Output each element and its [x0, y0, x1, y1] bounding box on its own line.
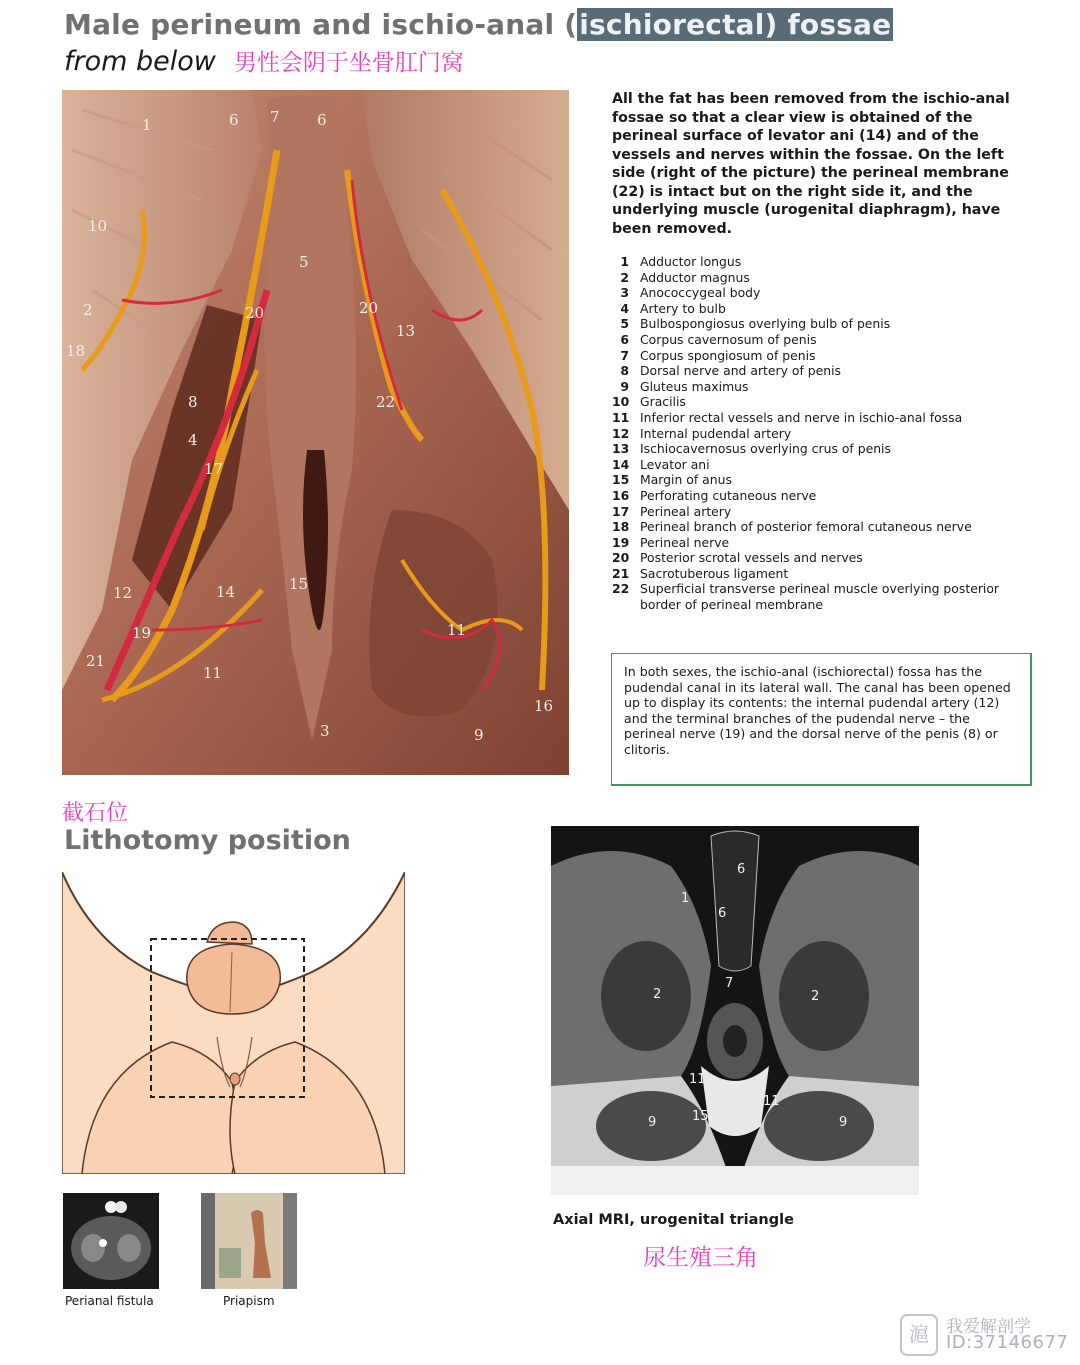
dissection-label: 19: [132, 624, 152, 642]
mri-drawing: [551, 826, 919, 1195]
mri-label: 6: [718, 906, 727, 921]
legend-item: [612, 316, 1032, 332]
legend-number: 5: [620, 316, 629, 332]
legend-item: [612, 394, 1032, 410]
dissection-label: 7: [270, 108, 280, 126]
mri-image: [551, 826, 919, 1195]
legend-item: [612, 504, 1032, 520]
dissection-label: 11: [203, 664, 223, 682]
legend-item: [612, 410, 1032, 426]
legend-item: [612, 254, 1032, 270]
mri-label: 11: [689, 1072, 706, 1087]
legend-list: [612, 254, 1032, 613]
legend-number: 3: [620, 285, 629, 301]
intro-paragraph: All the fat has been removed from the ischio-anal fossae so that a clear view is obtained of the perineal surface of levator ani (14) and of the vessels and nerves within the fossae. On the left side (right of the picture) the perineal membrane (22) is intact but on the right side it, and the underlying muscle (urogenital diaphragm), have been removed.: [612, 91, 1010, 237]
dissection-label: 1: [142, 116, 152, 134]
legend-item: [612, 348, 1032, 364]
legend-item: [612, 488, 1032, 504]
dissection-label: 12: [113, 584, 133, 602]
legend-number: 6: [620, 331, 629, 347]
thumbnail-caption: Priapism: [223, 1294, 275, 1308]
dissection-image: [62, 90, 569, 775]
page-title: [64, 8, 893, 41]
legend-number: 1: [620, 254, 629, 269]
dissection-label: 13: [396, 322, 416, 340]
legend-text: Adductor magnus: [640, 269, 750, 285]
dissection-label: 17: [204, 460, 224, 478]
legend-number: 16: [612, 487, 630, 503]
legend-text: Corpus spongiosum of penis: [640, 347, 816, 363]
legend-number: 2: [620, 269, 629, 285]
watermark-id: ID:37146677: [946, 1332, 1069, 1353]
legend-number: 19: [612, 534, 630, 550]
legend-text: Gluteus maximus: [640, 378, 749, 394]
legend-text: Artery to bulb: [640, 300, 726, 316]
dissection-label: 15: [289, 575, 309, 593]
legend-text: Ischiocavernosus overlying crus of penis: [640, 441, 891, 457]
thumbnail-caption: Perianal fistula: [65, 1294, 154, 1308]
legend-item: [612, 332, 1032, 348]
page-title-prefix: Male perineum and ischio-anal (: [64, 8, 578, 41]
legend-number: 21: [612, 565, 630, 581]
page-subtitle: [64, 44, 464, 77]
page-title-highlight: ischiorectal) fossae: [579, 8, 892, 41]
mri-label: 9: [648, 1115, 657, 1130]
dissection-label: 22: [376, 393, 396, 411]
legend-item: [612, 535, 1032, 551]
legend-item: [612, 550, 1032, 566]
mri-label: 2: [811, 989, 820, 1004]
dissection-label: 10: [88, 217, 108, 235]
dissection-label: 6: [317, 111, 327, 129]
legend-text: Corpus cavernosum of penis: [640, 331, 817, 347]
legend-text: Internal pudendal artery: [640, 425, 792, 441]
legend-item: [612, 379, 1032, 395]
legend-text: Sacrotuberous ligament: [640, 565, 789, 581]
mri-label: 11: [763, 1094, 780, 1109]
dissection-label: 14: [216, 583, 236, 601]
legend-item: [612, 566, 1032, 582]
lithotomy-illustration: [62, 872, 405, 1174]
priapism-thumbnail[interactable]: [201, 1193, 297, 1289]
legend-text: Superficial transverse perineal muscle overlying posterior border of perineal membrane: [640, 581, 1000, 613]
legend-text: Perforating cutaneous nerve: [640, 487, 817, 503]
legend-text: Margin of anus: [640, 472, 732, 488]
legend-number: 8: [620, 363, 629, 379]
mri-label: 7: [725, 976, 734, 991]
dissection-label: 9: [474, 726, 484, 744]
lithotomy-title: Lithotomy position: [64, 825, 351, 856]
note-box: In both sexes, the ischio-anal (ischiorectal) fossa has the pudendal canal in its lateral wall. The canal has been opened up to display its contents: the internal pudendal artery (12) and the terminal branches of the pudendal nerve – the perineal nerve (19) and the dorsal nerve of the penis (8) or clitoris.: [611, 653, 1032, 786]
dissection-label: 21: [86, 652, 106, 670]
perianal-fistula-thumbnail[interactable]: [63, 1193, 159, 1289]
legend-number: 10: [612, 394, 630, 410]
fresco-image: [201, 1193, 297, 1289]
page-subtitle-en: from below: [64, 46, 216, 77]
dissection-label: 2: [83, 301, 93, 319]
ct-scan-image: [63, 1193, 159, 1289]
legend-text: Dorsal nerve and artery of penis: [640, 363, 842, 379]
legend-item: [612, 457, 1032, 473]
legend-item: [612, 285, 1032, 301]
dissection-label: 6: [229, 111, 239, 129]
legend-text: Anococcygeal body: [640, 285, 761, 301]
legend-text: Perineal branch of posterior femoral cutaneous nerve: [640, 519, 972, 535]
legend-number: 11: [612, 409, 630, 425]
dissection-label: 18: [66, 342, 86, 360]
legend-number: 12: [612, 425, 630, 441]
mri-label: 1: [681, 891, 690, 906]
legend-item: [612, 301, 1032, 317]
watermark-logo-icon: 滬: [900, 1314, 938, 1356]
watermark-text: 我爱解剖学: [946, 1317, 1031, 1337]
legend-item: [612, 472, 1032, 488]
mri-label: 6: [737, 862, 746, 877]
legend-number: 7: [620, 347, 629, 363]
dissection-label: 8: [188, 393, 198, 411]
legend-text: Gracilis: [640, 394, 686, 410]
mri-label: 15: [692, 1109, 709, 1124]
mri-caption-cn: 尿生殖三角: [643, 1245, 758, 1271]
mri-caption: Axial MRI, urogenital triangle: [553, 1212, 794, 1228]
lithotomy-title-cn: 截石位: [62, 801, 129, 826]
watermark: [900, 1312, 1080, 1356]
legend-number: 22: [612, 581, 630, 597]
legend-item: [612, 581, 1032, 612]
legend-text: Perineal nerve: [640, 534, 730, 550]
dissection-illustration: [62, 90, 569, 775]
legend-text: Bulbospongiosus overlying bulb of penis: [640, 316, 891, 332]
legend-number: 4: [620, 300, 629, 316]
legend-item: [612, 519, 1032, 535]
dissection-label: 20: [245, 304, 265, 322]
legend-number: 18: [612, 519, 630, 535]
lithotomy-drawing: [62, 872, 405, 1174]
mri-label: 2: [653, 987, 662, 1002]
legend-item: [612, 426, 1032, 442]
legend-number: 9: [620, 378, 629, 394]
dissection-label: 11: [447, 621, 467, 639]
dissection-label: 5: [299, 253, 309, 271]
legend-item: [612, 441, 1032, 457]
legend-item: [612, 270, 1032, 286]
legend-text: Inferior rectal vessels and nerve in ischio-anal fossa: [640, 409, 963, 425]
dissection-label: 16: [534, 697, 554, 715]
legend-number: 15: [612, 472, 630, 488]
legend-text: Perineal artery: [640, 503, 732, 519]
dissection-label: 3: [320, 722, 330, 740]
legend-text: Levator ani: [640, 456, 710, 472]
dissection-label: 20: [359, 299, 379, 317]
mri-label: 9: [839, 1115, 848, 1130]
legend-text: Posterior scrotal vessels and nerves: [640, 550, 863, 566]
legend-number: 17: [612, 503, 630, 519]
dissection-label: 4: [188, 431, 198, 449]
legend-number: 14: [612, 456, 630, 472]
legend-text: Adductor longus: [640, 254, 742, 269]
page-subtitle-cn: 男性会阴于坐骨肛门窝: [233, 50, 464, 76]
legend-number: 20: [612, 550, 630, 566]
legend-number: 13: [612, 441, 630, 457]
legend-item: [612, 363, 1032, 379]
